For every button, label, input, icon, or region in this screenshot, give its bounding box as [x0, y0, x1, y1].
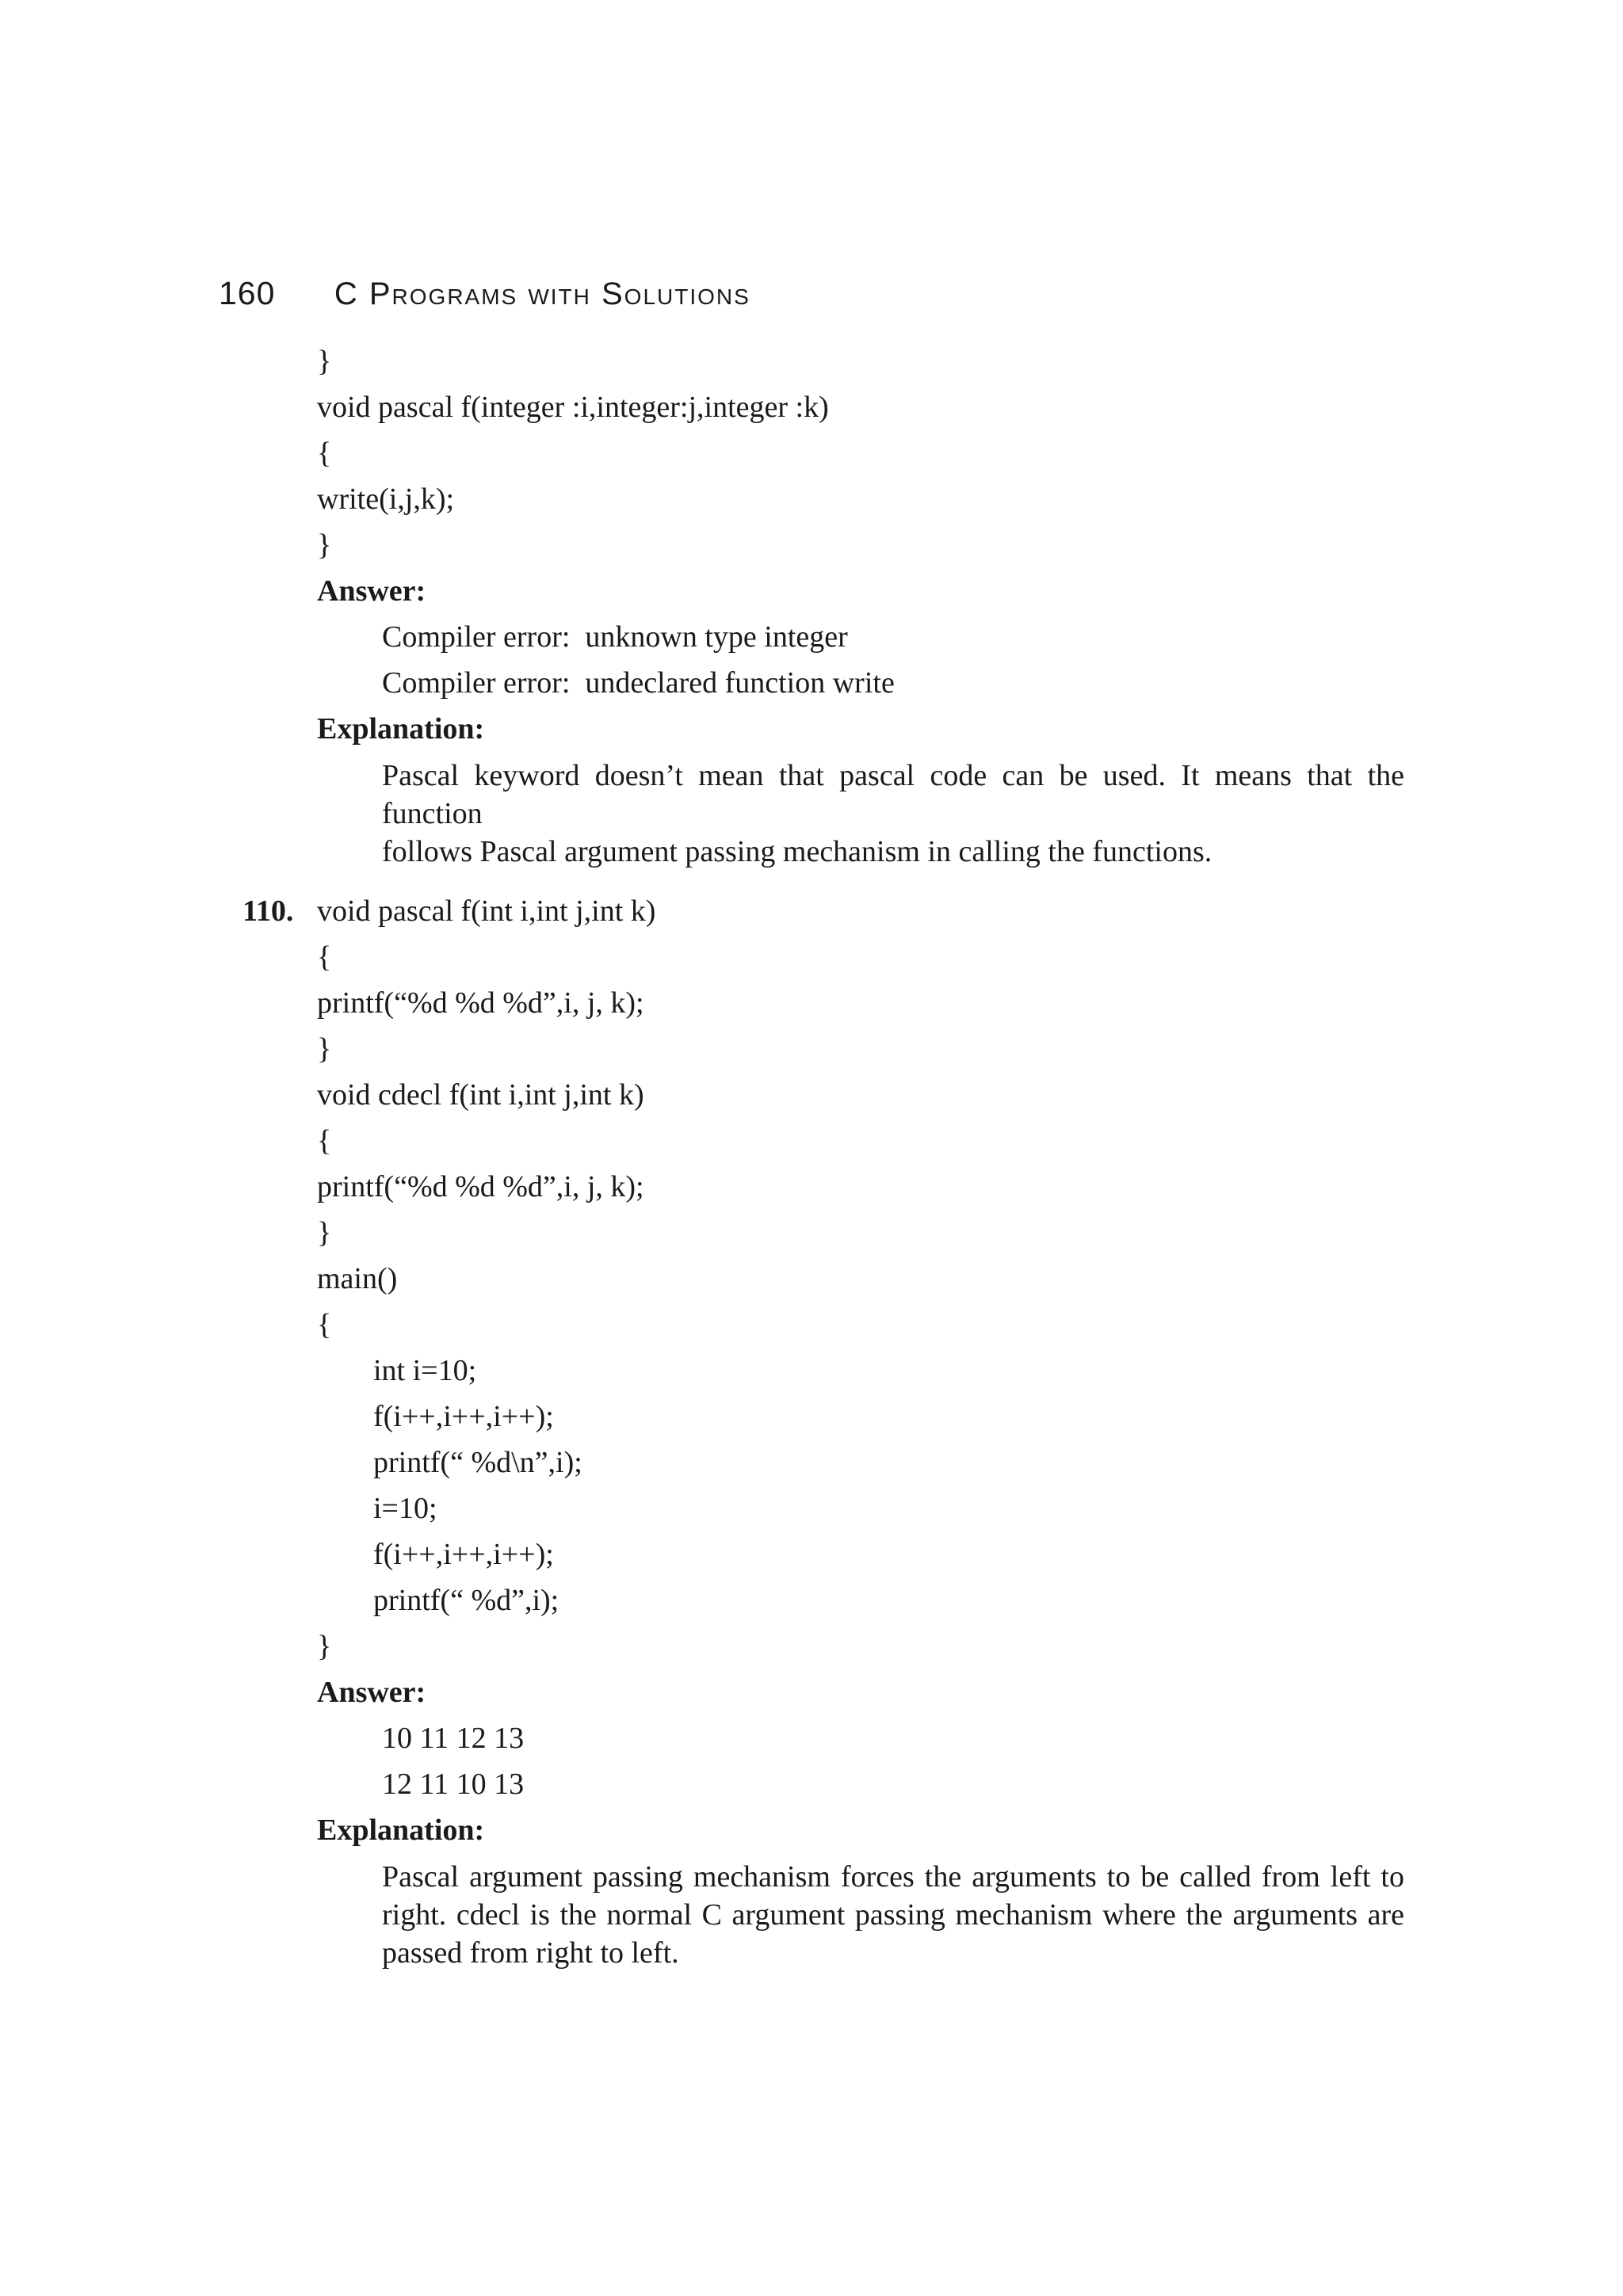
explanation-line: Pascal argument passing mechanism forces the arguments to be called from left to — [382, 1860, 1404, 1894]
answer-heading: Answer: — [317, 1676, 426, 1709]
explanation-paragraph — [382, 1858, 1404, 1972]
code-line: f(i++,i++,i++); — [373, 1400, 554, 1433]
explanation-line: passed from right to left. — [382, 1936, 679, 1970]
code-line: } — [317, 1216, 332, 1249]
explanation-heading: Explanation: — [317, 712, 485, 746]
code-line: main() — [317, 1262, 398, 1295]
code-line: { — [317, 437, 332, 470]
code-line: { — [317, 1124, 332, 1158]
page-number: 160 — [219, 275, 276, 311]
code-line: int i=10; — [373, 1354, 477, 1387]
answer-heading: Answer: — [317, 574, 426, 608]
book-title: C Programs with Solutions — [334, 277, 750, 311]
code-line: printf(“%d %d %d”,i, j, k); — [317, 986, 644, 1020]
code-line: printf(“ %d”,i); — [373, 1584, 559, 1617]
explanation-line: Pascal keyword doesn’t mean that pascal code can be used. It means that the function — [382, 759, 1404, 830]
answer-line: Compiler error: undeclared function write — [382, 666, 895, 700]
explanation-line: follows Pascal argument passing mechanism in calling the functions. — [382, 835, 1212, 868]
code-line: } — [317, 1032, 332, 1066]
code-line: { — [317, 1308, 332, 1341]
code-line: i=10; — [373, 1492, 437, 1525]
code-line: } — [317, 345, 332, 378]
code-line: void cdecl f(int i,int j,int k) — [317, 1078, 644, 1112]
code-line: printf(“%d %d %d”,i, j, k); — [317, 1170, 644, 1203]
code-line: } — [317, 528, 332, 562]
question-number: 110. — [242, 894, 294, 928]
code-line: void pascal f(int i,int j,int k) — [317, 894, 656, 928]
explanation-line: right. cdecl is the normal C argument passing mechanism where the arguments are — [382, 1898, 1404, 1932]
answer-line: Compiler error: unknown type integer — [382, 620, 848, 654]
answer-line: 10 11 12 13 — [382, 1722, 525, 1755]
explanation-heading: Explanation: — [317, 1814, 485, 1847]
code-line: printf(“ %d\n”,i); — [373, 1446, 582, 1479]
explanation-paragraph — [382, 757, 1404, 871]
code-line: f(i++,i++,i++); — [373, 1538, 554, 1571]
code-line: { — [317, 940, 332, 974]
answer-line: 12 11 10 13 — [382, 1768, 525, 1801]
code-line: void pascal f(integer :i,integer:j,integer :k) — [317, 391, 829, 424]
running-header — [219, 275, 750, 312]
code-line: write(i,j,k); — [317, 482, 455, 516]
code-line: } — [317, 1630, 332, 1663]
